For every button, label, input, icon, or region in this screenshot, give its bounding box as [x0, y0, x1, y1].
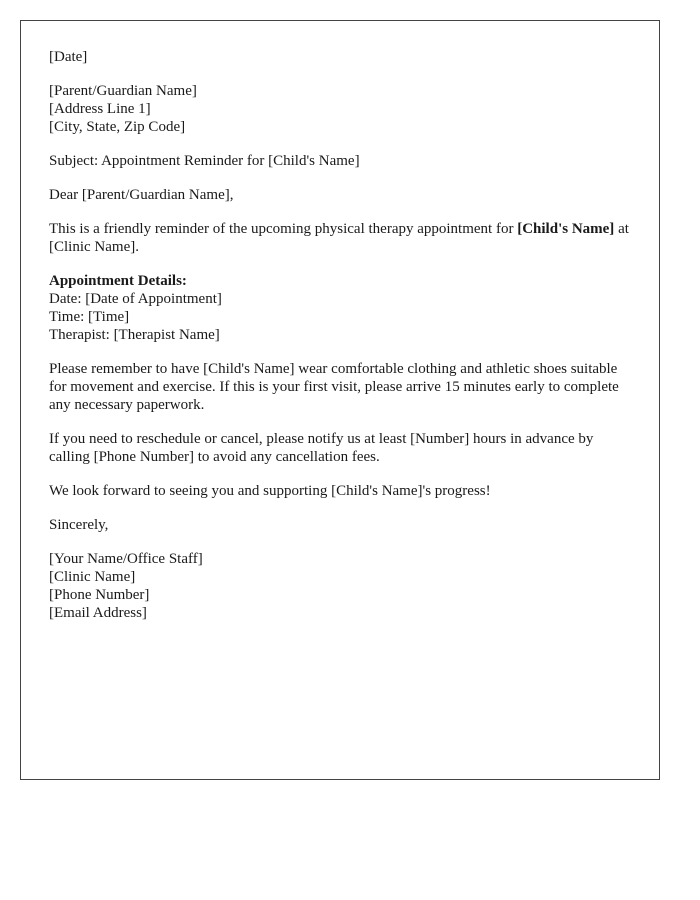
- appointment-time: Time: [Time]: [49, 309, 130, 325]
- signoff: [49, 516, 631, 534]
- preparation-paragraph: [49, 360, 631, 414]
- recipient-address-block: [49, 82, 631, 136]
- appointment-details-block: [49, 272, 631, 344]
- appointment-date: Date: [Date of Appointment]: [49, 291, 222, 307]
- letter-subject: [49, 152, 631, 170]
- signoff-text: Sincerely,: [49, 517, 109, 533]
- intro-text-after: at [Clinic Name].: [49, 221, 629, 255]
- reschedule-paragraph: [49, 430, 631, 466]
- signature-phone: [Phone Number]: [49, 587, 150, 603]
- preparation-text: Please remember to have [Child's Name] wear comfortable clothing and athletic shoes suitable for movement and exercise. If this is your first visit, please arrive 15 minutes early to complete any necessary paperwork.: [49, 361, 619, 413]
- date-text: [Date]: [49, 49, 88, 65]
- salutation-text: Dear [Parent/Guardian Name],: [49, 187, 234, 203]
- signature-block: [49, 550, 631, 622]
- intro-text-before: This is a friendly reminder of the upcoming physical therapy appointment for: [49, 221, 518, 237]
- letter-date: [49, 48, 631, 66]
- appointment-details-heading: Appointment Details:: [49, 273, 187, 289]
- intro-paragraph: [49, 220, 631, 256]
- closing-paragraph: [49, 482, 631, 500]
- signature-email: [Email Address]: [49, 605, 147, 621]
- reschedule-text: If you need to reschedule or cancel, please notify us at least [Number] hours in advance by calling [Phone Number] to avoid any cancellation fees.: [49, 431, 594, 465]
- subject-text: Subject: Appointment Reminder for [Child's Name]: [49, 153, 360, 169]
- intro-child-name: [Child's Name]: [517, 221, 615, 237]
- letter-document: [20, 20, 660, 780]
- signature-clinic: [Clinic Name]: [49, 569, 136, 585]
- recipient-address-line1: [Address Line 1]: [49, 101, 151, 117]
- recipient-name: [Parent/Guardian Name]: [49, 83, 197, 99]
- signature-name: [Your Name/Office Staff]: [49, 551, 203, 567]
- letter-salutation: [49, 186, 631, 204]
- recipient-city-state-zip: [City, State, Zip Code]: [49, 119, 186, 135]
- closing-text: We look forward to seeing you and supporting [Child's Name]'s progress!: [49, 483, 491, 499]
- appointment-therapist: Therapist: [Therapist Name]: [49, 327, 220, 343]
